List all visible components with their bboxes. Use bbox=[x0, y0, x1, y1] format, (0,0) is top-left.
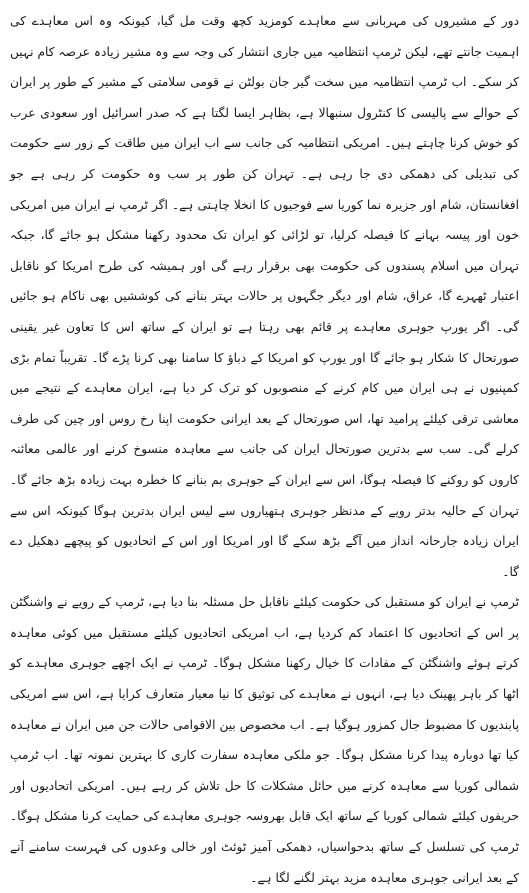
article-paragraph: دور کے مشیروں کی مہربانی سے معاہدے کومزید کچھ وقت مل گیا، کیونکہ وہ اس معاہدے کی اہمیت جانتے تھے، لیکن ٹرمپ انتظامیہ میں جاری انتشار کی وجہ سے وہ مشیر زیادہ عرصہ کام نہیں کر سکے۔ اب ٹرمپ انتظامیہ میں سخت گیر جان بولٹن نے قومی سلامتی کے مشیر کے طور پر ایران کے حوالے سے پالیسی کا کنٹرول سنبھالا ہے، بظاہر ایسا لگتا ہے کہ صدر اسرائیل اور سعودی عرب کو خوش کرنا چاہتے ہیں۔ امریکی انتظامیہ کی جانب سے اب ایران میں طاقت کے زور سے حکومت کی تبدیلی کی دھمکی دی جا رہی ہے۔ تہران کن طور پر سب وہ حکومت کر رہی ہے جو افغانستان، شام اور جزیرہ نما کوریا سے فوجیوں کا انخلا چاہتی ہے۔ اگر ٹرمپ نے ایران میں امریکی خون اور پیسہ بہانے کا فیصلہ کرلیا، تو لڑائی کو ایران تک محدود رکھنا مشکل ہو جائے گا، جبکہ تہران میں اسلام پسندوں کی حکومت بھی برقرار رہے گی اور ہمیشہ کی طرح امریکا کو ناقابل اعتبار ٹھہرے گا، عراق، شام اور دیگر جگہوں پر حالات بہتر بنانے کی کوششیں بھی ناکام ہو جائیں گی۔ اگر یورپ جوہری معاہدے پر قائم بھی رہتا ہے تو ایران کے ساتھ اس کا تعاون غیر یقینی صورتحال کا شکار ہو جائے گا اور یورپ کو امریکا کے دباؤ کا سامنا بھی کرنا پڑے گا۔ تقریباً تمام بڑی کمپنیوں نے ہی ایران میں کام کرنے کے منصوبوں کو ترک کر دیا ہے، ایران معاہدے کے نتیجے میں معاشی ترقی کیلئے پرامید تھا، اس صورتحال کے بعد ایرانی حکومت اپنا رخ روس اور چین کی طرف کرلے گی۔ سب سے بدترین صورتحال ایران کی جانب سے معاہدہ منسوخ کرنے اور عالمی معائنہ کاروں کو روکنے کا فیصلہ ہوگا، اس سے ایران کے جوہری بم بنانے کا خطرہ بہت زیادہ بڑھ جائے گا۔ تہران کے حالیہ بدتر رویے کے مدنظر جوہری ہتھیاروں سے لیس ایران بدترین ہوگا کیونکہ اس سے ایران زیادہ جارحانہ انداز میں آگے بڑھ سکے گا اور امریکا اور اس کے اتحادیوں کو پیچھے دھکیل دے گا۔ bbox=[10, 14, 519, 579]
article-paragraph: ٹرمپ نے ایران کو مستقبل کی حکومت کیلئے ناقابل حل مسئلہ بنا دیا ہے، ٹرمپ کے رویے نے واشنگٹن پر اس کے اتحادیوں کا اعتماد کم کردیا ہے، اب امریکی اتحادیوں کیلئے مستقبل میں کوئی معاہدہ کرتے ہوئے واشنگٹن کے مفادات کا خیال رکھنا مشکل ہوگا۔ ٹرمپ نے ایک اچھے جوہری معاہدے کو اٹھا کر باہر پھینک دیا ہے، انہوں نے معاہدے کی توثیق کا نیا معیار متعارف کرایا ہے، اس سے امریکی پابندیوں کا مضبوط جال کمزور ہوگیا ہے۔ اب مخصوص بین الاقوامی حالات جن میں ایران نے معاہدہ کیا تھا دوبارہ پیدا کرنا مشکل ہوگا۔ جو ملکی معاہدہ سفارت کاری کا بہترین نمونہ تھا۔ اب ٹرمپ شمالی کوریا سے معاہدہ کرنے میں حائل مشکلات کا حل تلاش کر رہے ہیں۔ امریکی اتحادیوں اور حریفوں کیلئے شمالی کوریا کے ساتھ ایک قابل بھروسہ جوہری معاہدے کی حمایت کرنا مشکل ہوگا۔ ٹرمپ کی تسلسل کے ساتھ بدحواسیاں، دھمکی آمیز ٹوئٹ اور خالی وعدوں کی فہرست سامنے آنے کے بعد ایرانی جوہری معاہدہ مزید بہتر لگنے لگا ہے۔ bbox=[10, 595, 519, 885]
